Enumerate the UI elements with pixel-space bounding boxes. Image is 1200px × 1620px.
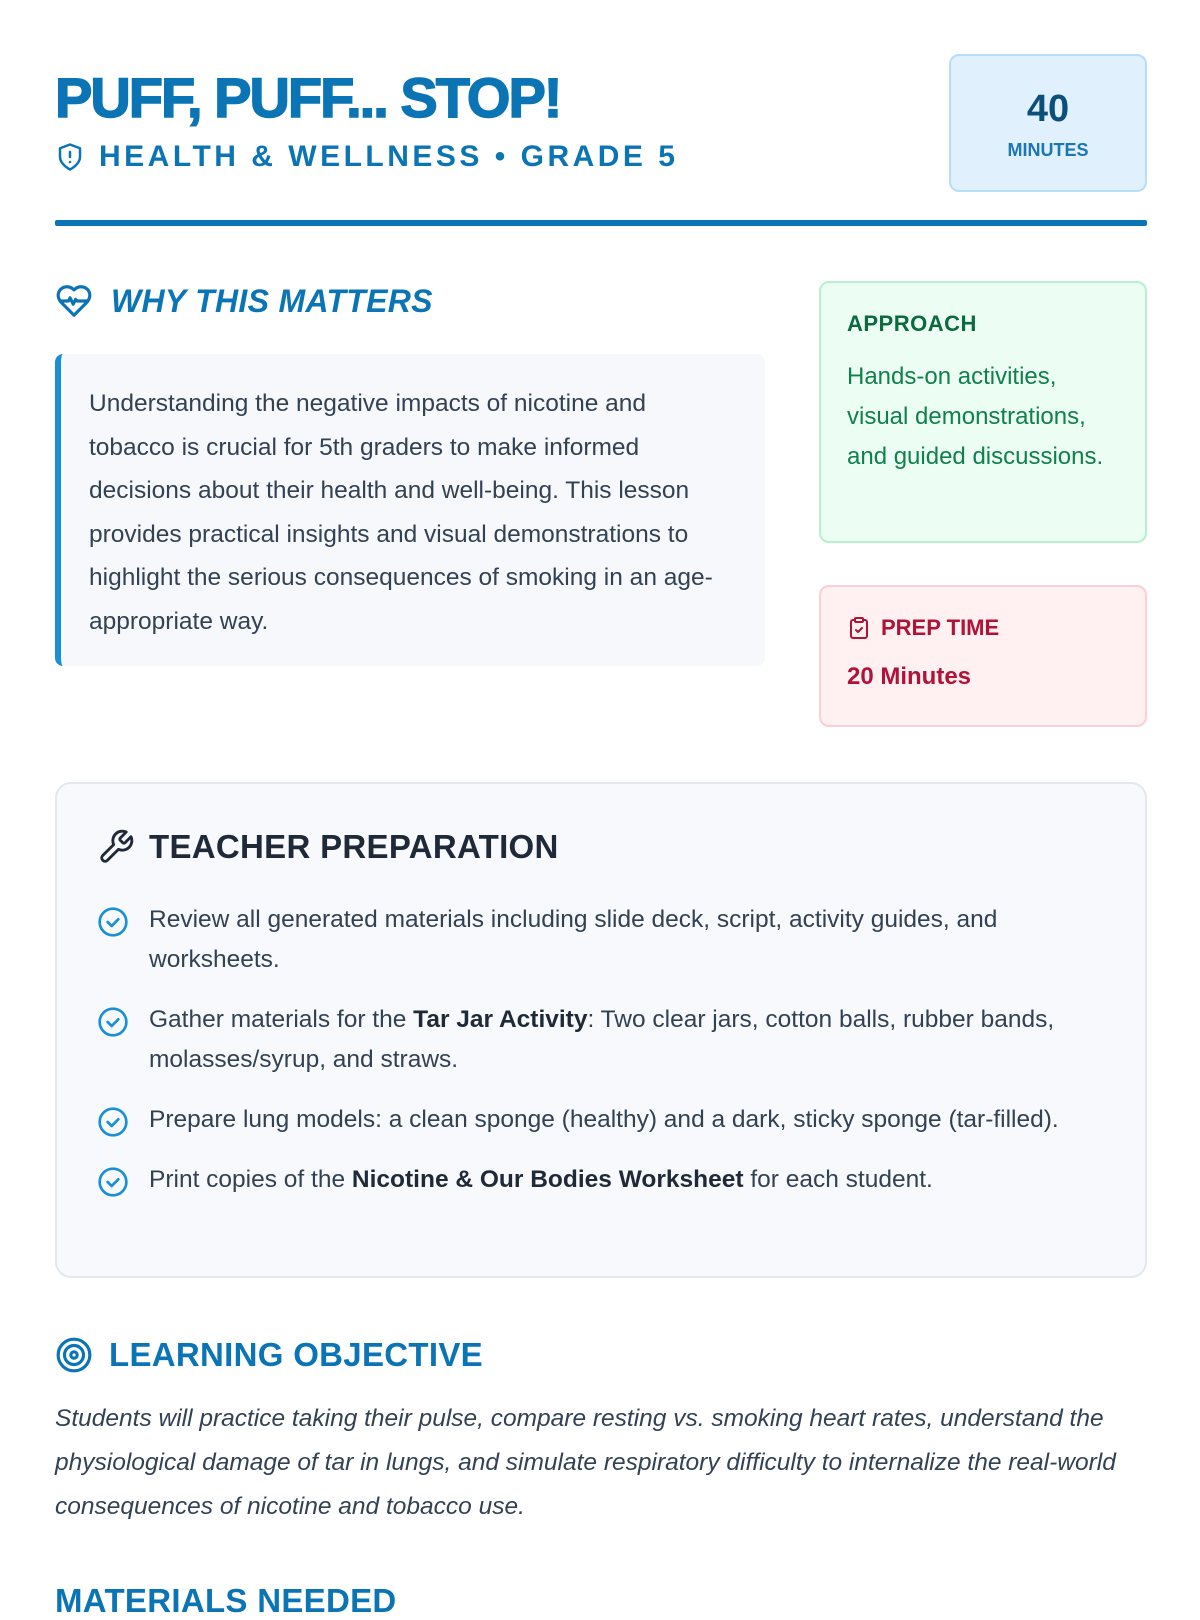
prep-time-value: 20 Minutes [847,663,972,690]
subject-grade-line [55,140,678,174]
teacher-prep-list [97,900,1097,1220]
why-callout [55,354,765,666]
check-circle-icon [97,906,129,938]
check-circle-icon [97,1166,129,1198]
approach-card [819,281,1147,543]
list-item [97,1000,1097,1080]
learning-objective-heading-label: LEARNING OBJECTIVE [109,1336,483,1373]
list-item-text: Gather materials for the Tar Jar Activity: Two clear jars, cotton balls, rubber bands, molasses/syrup, and straws. [149,1006,1055,1073]
why-heading-label: WHY THIS MATTERS [111,282,433,319]
page-title: PUFF, PUFF... STOP! [55,66,561,129]
check-circle-icon [97,1106,129,1138]
list-item-text: Review all generated materials including slide deck, script, activity guides, and worksheets. [149,906,998,973]
learning-objective-heading [55,1336,483,1374]
list-item [97,900,1097,980]
lesson-header [55,54,1147,228]
materials-heading: MATERIALS NEEDED [55,1582,397,1619]
list-item-text: Print copies of the Nicotine & Our Bodies Worksheet for each student. [149,1166,933,1193]
teacher-prep-heading [97,828,559,866]
duration-unit: MINUTES [1007,140,1089,160]
check-circle-icon [97,1006,129,1038]
learning-objective-body: Students will practice taking their pulse, compare resting vs. smoking heart rates, understand the physiological damage of tar in lungs, and simulate respiratory difficulty to internalize the real-world consequences of nicotine and tobacco use. [55,1405,1116,1520]
heart-pulse-icon [55,282,93,320]
prep-time-card [819,585,1147,727]
duration-badge [949,54,1147,192]
list-item [97,1160,1097,1200]
target-icon [55,1336,93,1374]
prep-time-label: PREP TIME [881,615,1000,640]
why-heading [55,282,433,320]
subject-grade-label: HEALTH & WELLNESS • GRADE 5 [99,140,679,173]
shield-alert-icon [55,142,85,172]
header-divider [55,220,1147,226]
why-body: Understanding the negative impacts of nicotine and tobacco is crucial for 5th graders to make informed decisions about their health and well-being. This lesson provides practical insights and visual demonstrations to highlight the serious consequences of smoking in an age-appropriate way. [89,390,713,635]
teacher-prep-heading-label: TEACHER PREPARATION [149,828,559,865]
clipboard-check-icon [847,616,871,640]
teacher-preparation-card [55,782,1147,1278]
list-item [97,1100,1097,1140]
lesson-page [55,0,1147,1619]
duration-value: 40 [1026,88,1070,130]
wrench-icon [97,828,135,866]
approach-body: Hands-on activities, visual demonstrations, and guided discussions. [847,363,1104,470]
approach-label: APPROACH [847,311,977,336]
list-item-text: Prepare lung models: a clean sponge (healthy) and a dark, sticky sponge (tar-filled). [149,1106,1059,1133]
prep-time-heading [847,615,1119,641]
